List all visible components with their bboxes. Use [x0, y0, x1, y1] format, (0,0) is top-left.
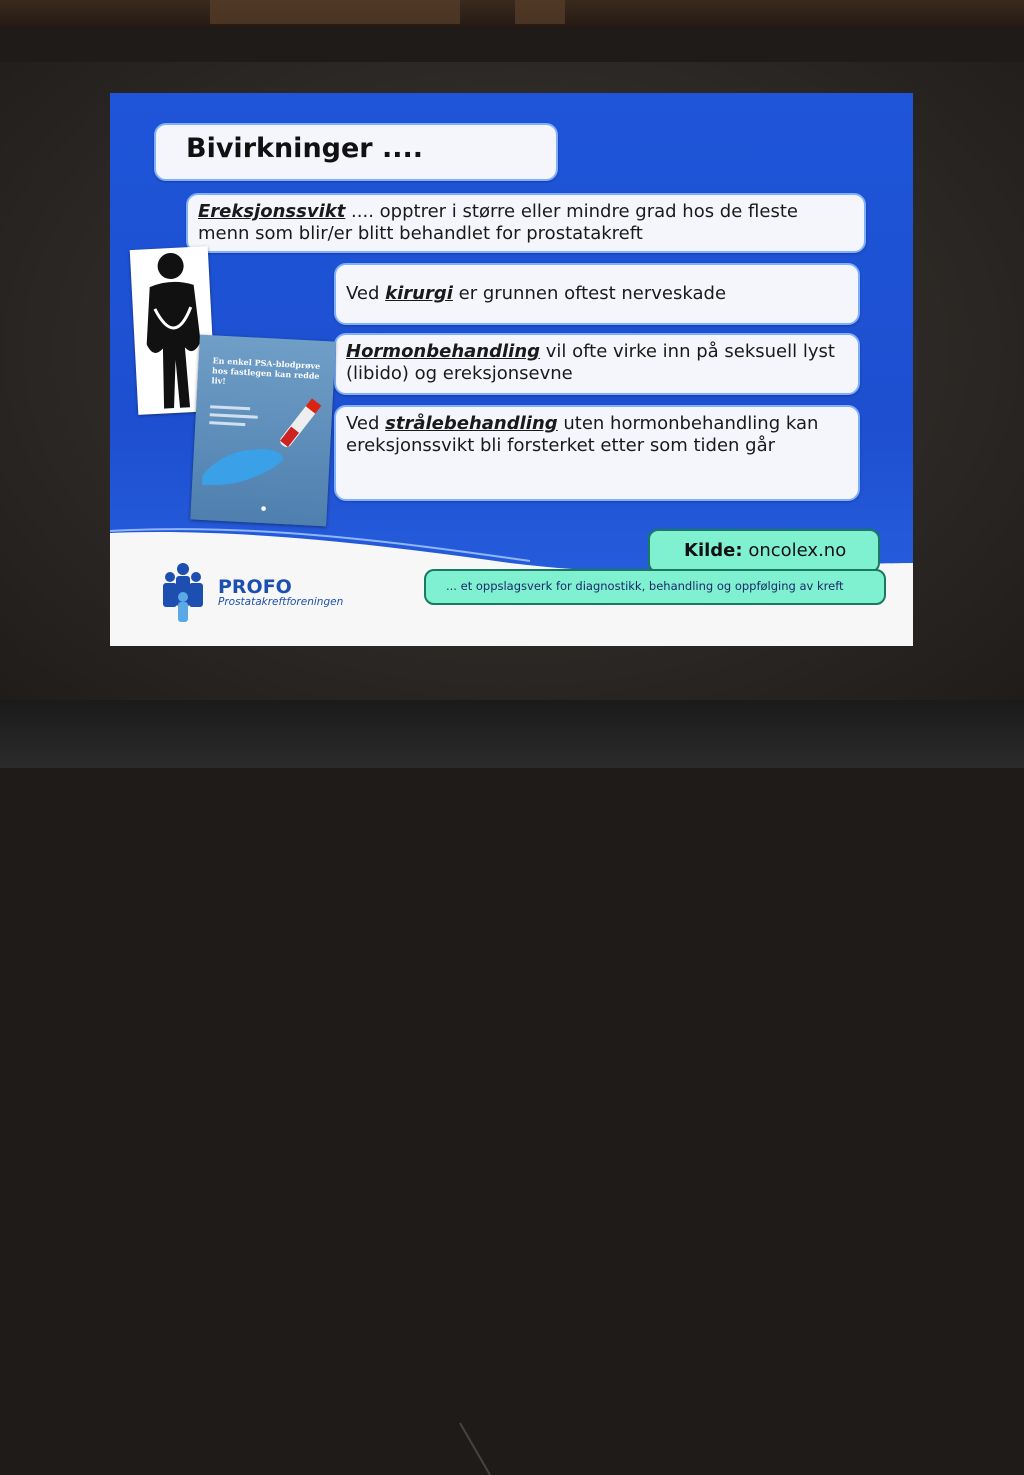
- psa-brochure-image: [190, 335, 335, 527]
- org-name: PROFO: [218, 576, 292, 598]
- keyword-ereksjonssvikt: Ereksjonssvikt: [198, 201, 346, 222]
- point-erectile-dysfunction: [186, 193, 866, 253]
- point4-text: uten hormonbehandling kan ereksjonssvikt bli forsterket etter som tiden går: [346, 413, 819, 456]
- point-radiation-therapy: [334, 405, 860, 501]
- keyword-stralebehandling: strålebehandling: [385, 413, 558, 434]
- point4-pre: Ved: [346, 413, 386, 434]
- point2-text: er grunnen oftest nerveskade: [452, 283, 727, 304]
- point-hormone-therapy: [334, 333, 860, 395]
- source-box: [648, 529, 880, 573]
- point3-text: vil ofte virke inn på seksuell lyst (libido) og ereksjonsevne: [346, 341, 835, 384]
- ceiling-strip: [0, 0, 1024, 28]
- slide-title: Bivirkninger ....: [186, 133, 424, 164]
- glove-test-tube-icon: [190, 335, 335, 527]
- projected-slide: [110, 93, 913, 646]
- point1-text: .... opptrer i større eller mindre grad hos de fleste menn som blir/er blitt behandlet for prostatakreft: [198, 201, 798, 244]
- ceiling-panel: [515, 0, 565, 24]
- tagline-text: ... et oppslagsverk for diagnostikk, behandling og oppfølging av kreft: [446, 579, 844, 593]
- tagline-box: [424, 569, 886, 605]
- ceiling-panel: [210, 0, 460, 24]
- floor: [0, 700, 1024, 768]
- point-surgery: [334, 263, 860, 325]
- source-label: Kilde:: [684, 540, 743, 561]
- keyword-hormonbehandling: Hormonbehandling: [346, 341, 541, 362]
- brochure-title: En enkel PSA-blodprøve hos fastlegen kan redde liv!: [211, 355, 321, 386]
- source-value: oncolex.no: [748, 540, 847, 561]
- profo-logo-icon: [158, 561, 208, 623]
- slide-title-box: [154, 123, 558, 181]
- point2-pre: Ved: [346, 283, 386, 304]
- keyword-kirurgi: kirurgi: [385, 283, 453, 304]
- svg-text:●: ●: [260, 505, 267, 513]
- org-full-name: Prostatakreftforeningen: [218, 596, 344, 608]
